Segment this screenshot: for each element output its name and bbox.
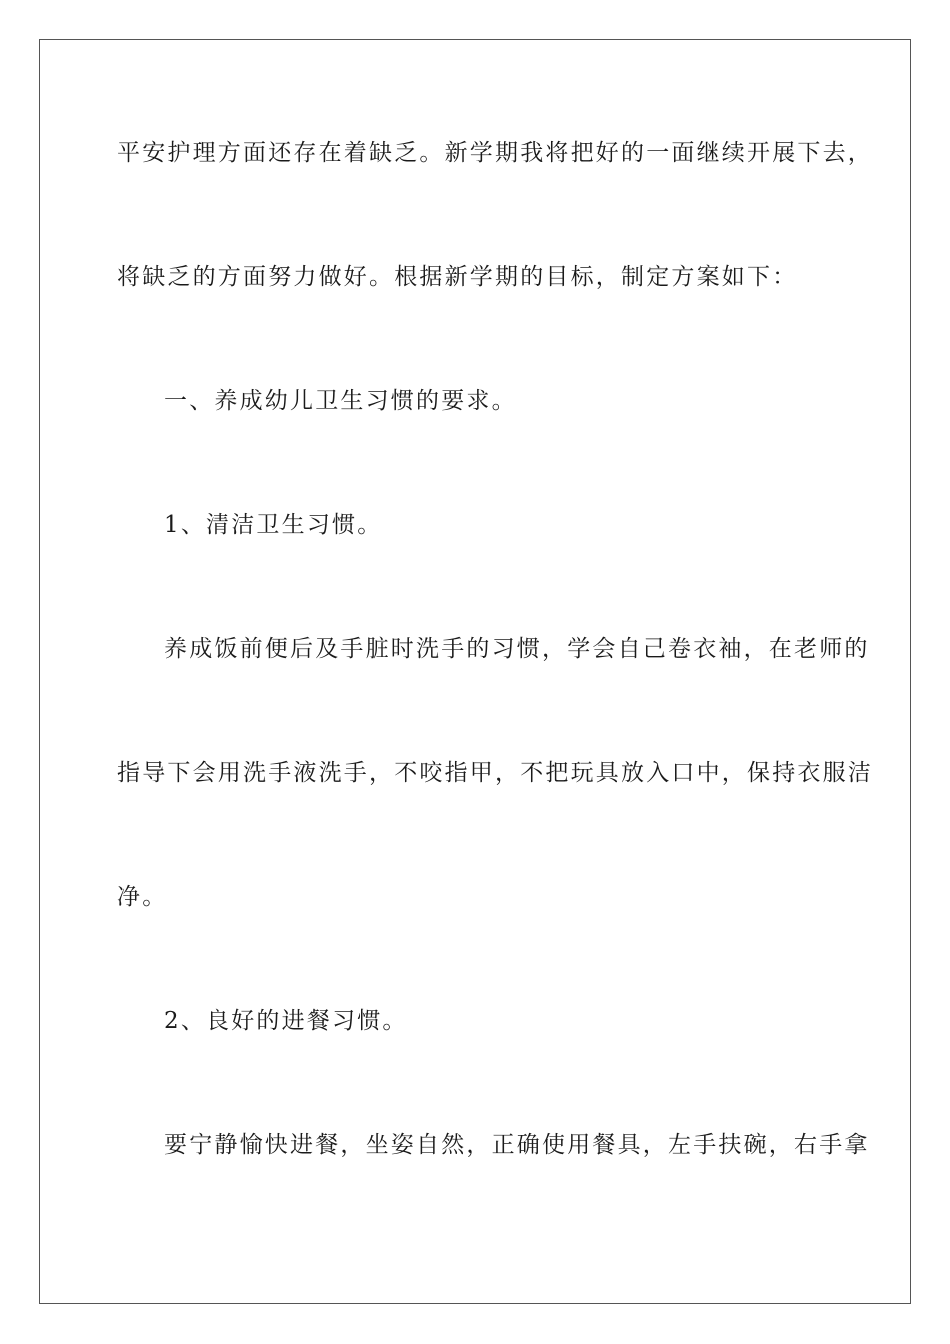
paragraph-line-5: 净。 xyxy=(117,884,168,910)
paragraph-line-2: 将缺乏的方面努力做好。根据新学期的目标，制定方案如下： xyxy=(117,264,798,290)
paragraph-line-4: 指导下会用洗手液洗手，不咬指甲，不把玩具放入口中，保持衣服洁 xyxy=(117,760,873,786)
subheading-1: 1、清洁卫生习惯。 xyxy=(164,512,383,538)
paragraph-line-3: 养成饭前便后及手脏时洗手的习惯，学会自己卷衣袖，在老师的 xyxy=(164,636,870,662)
page-frame xyxy=(39,39,911,1304)
subheading-2: 2、良好的进餐习惯。 xyxy=(164,1008,408,1034)
paragraph-line-6: 要宁静愉快进餐，坐姿自然，正确使用餐具，左手扶碗，右手拿 xyxy=(164,1132,870,1158)
section-heading-1: 一、养成幼儿卫生习惯的要求。 xyxy=(164,388,517,414)
paragraph-line-1: 平安护理方面还存在着缺乏。新学期我将把好的一面继续开展下去， xyxy=(117,140,873,166)
